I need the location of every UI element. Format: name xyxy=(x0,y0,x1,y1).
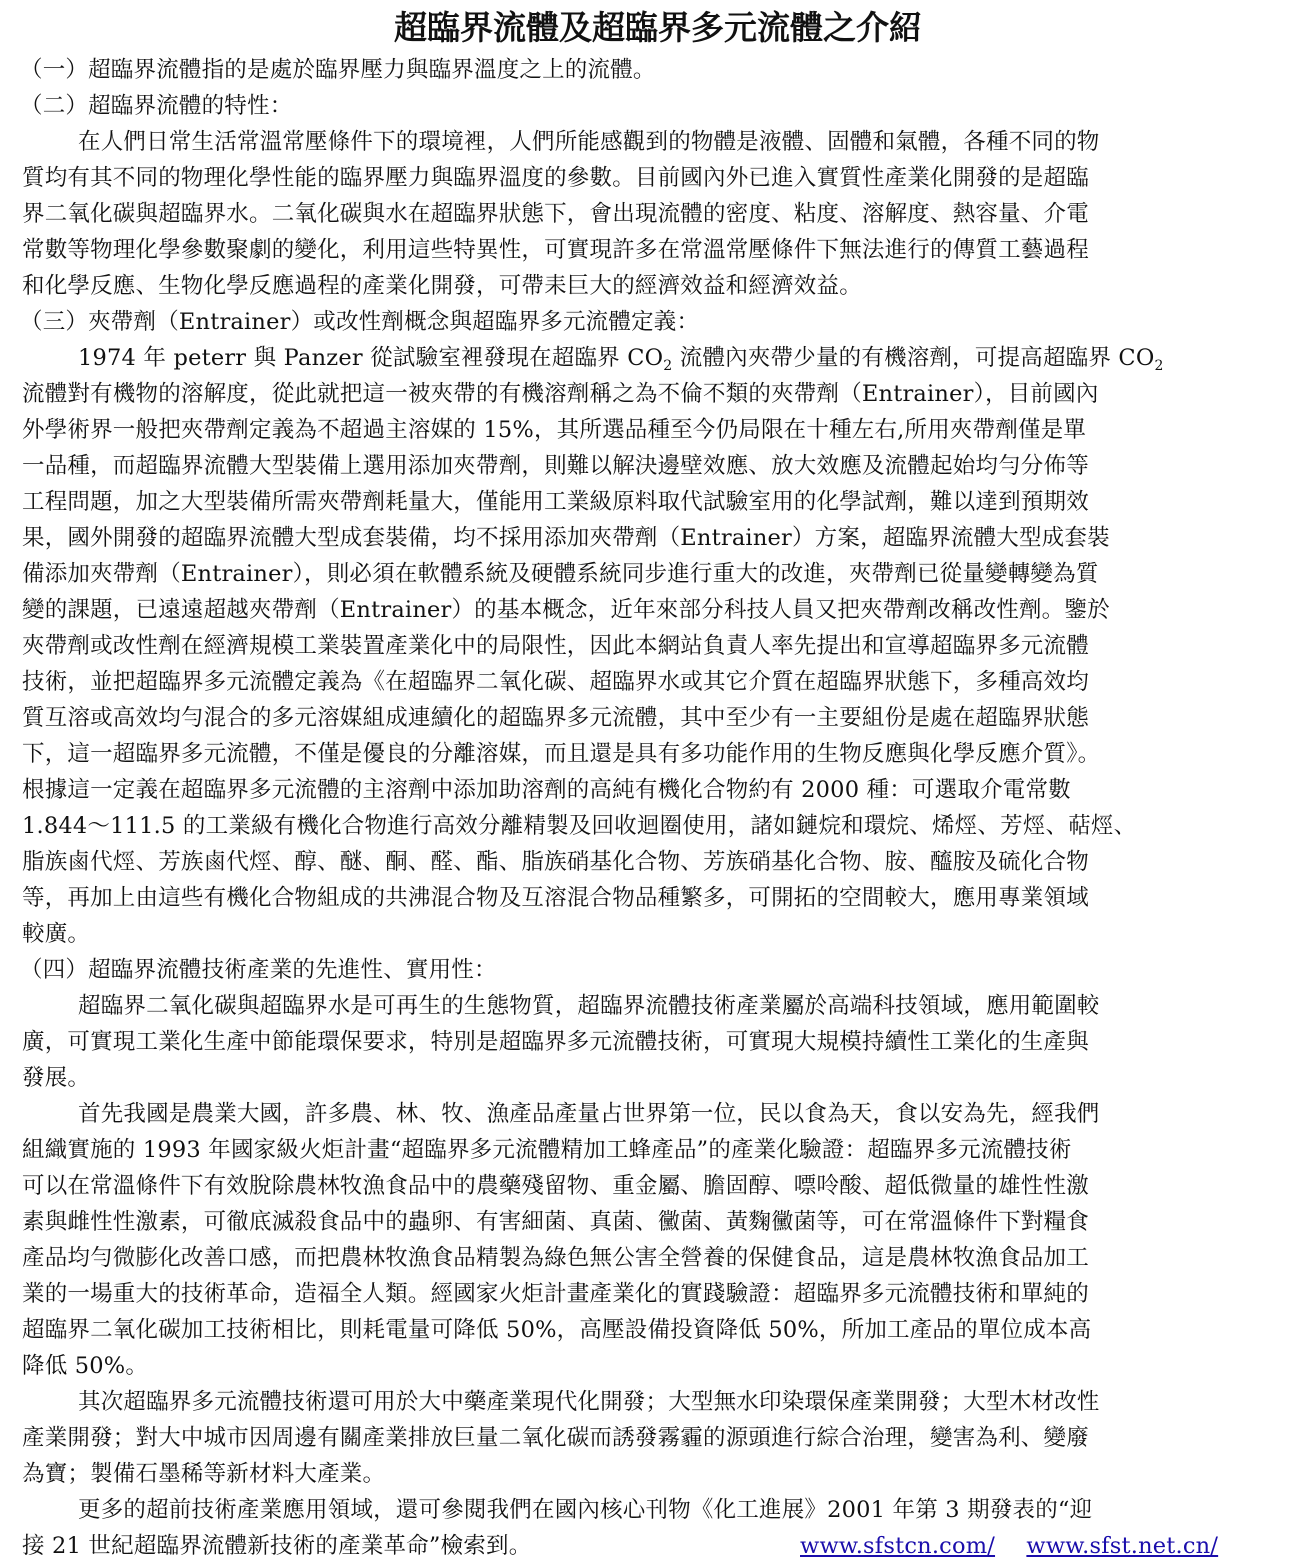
paragraph-line: 脂族鹵代烴、芳族鹵代烴、醇、醚、酮、醛、酯、脂族硝基化合物、芳族硝基化合物、胺、醯胺及硫化合物 xyxy=(22,849,1089,875)
text-run: 1974 年 peterr 與 Panzer 從試驗室裡發現在超臨界 CO xyxy=(78,345,664,371)
paragraph-line: 可以在常溫條件下有效脫除農林牧漁食品中的農藥殘留物、重金屬、膽固醇、嘌呤酸、超低微量的雄性性激 xyxy=(22,1173,1089,1199)
paragraph-line: 首先我國是農業大國，許多農、林、牧、漁產品產量占世界第一位，民以食為天，食以安為先，經我們 xyxy=(78,1101,1100,1127)
paragraph-line: 等，再加上由這些有機化合物組成的共沸混合物及互溶混合物品種繁多，可開拓的空間較大，應用專業領域 xyxy=(22,885,1089,911)
paragraph-line: 下，這一超臨界多元流體，不僅是優良的分離溶媒，而且還是具有多功能作用的生物反應與化學反應介質》。 xyxy=(22,741,1101,767)
paragraph-line: 產品均勻微膨化改善口感，而把農林牧漁食品精製為綠色無公害全營養的保健食品，這是農林牧漁食品加工 xyxy=(22,1245,1089,1271)
paragraph-line: 較廣。 xyxy=(22,921,91,947)
paragraph-line: 超臨界二氧化碳加工技術相比，則耗電量可降低 50%，高壓設備投資降低 50%，所加工產品的單位成本高 xyxy=(22,1317,1092,1343)
paragraph-6 xyxy=(22,1492,1304,1564)
paragraph-line: 降低 50%。 xyxy=(22,1353,149,1379)
subscript: 2 xyxy=(663,358,673,374)
paragraph-1 xyxy=(22,124,1304,304)
website-link-sfst[interactable]: www.sfst.net.cn/ xyxy=(1026,1533,1219,1559)
paragraph-line: 在人們日常生活常溫常壓條件下的環境裡，人們所能感觀到的物體是液體、固體和氣體，各種不同的物 xyxy=(78,129,1100,155)
paragraph-line: 變的課題，已遠遠超越夾帶劑（Entrainer）的基本概念，近年來部分科技人員又把夾帶劑改稱改性劑。鑒於 xyxy=(22,597,1110,623)
subscript: 2 xyxy=(1154,358,1164,374)
paragraph-line: 果，國外開發的超臨界流體大型成套裝備，均不採用添加夾帶劑（Entrainer）方案，超臨界流體大型成套裝 xyxy=(22,525,1110,551)
paragraph-line: 根據這一定義在超臨界多元流體的主溶劑中添加助溶劑的高純有機化合物約有 2000 種：可選取介電常數 xyxy=(22,777,1071,803)
document-page xyxy=(22,0,1304,1564)
paragraph-line xyxy=(22,340,1304,376)
paragraph-line: 業的一場重大的技術革命，造福全人類。經國家火炬計畫產業化的實踐驗證：超臨界多元流體技術和單純的 xyxy=(22,1281,1089,1307)
paragraph-line: 廣，可實現工業化生產中節能環保要求，特別是超臨界多元流體技術，可實現大規模持續性工業化的生產與 xyxy=(22,1029,1089,1055)
section-heading-1: （一）超臨界流體指的是處於臨界壓力與臨界溫度之上的流體。 xyxy=(20,57,656,83)
paragraph-line: 超臨界二氧化碳與超臨界水是可再生的生態物質，超臨界流體技術產業屬於高端科技領域，應用範圍較 xyxy=(78,993,1100,1019)
section-heading-4: （四）超臨界流體技術產業的先進性、實用性： xyxy=(20,957,497,983)
text-run: 接 21 世紀超臨界流體新技術的產業革命”檢索到。 xyxy=(22,1533,532,1559)
paragraph-line: 1.844～111.5 的工業級有機化合物進行高效分離精製及回收迴圈使用，諸如鏈烷和環烷、烯烴、芳烴、萜烴、 xyxy=(22,813,1137,839)
paragraph-line: 一品種，而超臨界流體大型裝備上選用添加夾帶劑，則難以解決邊壁效應、放大效應及流體起始均勻分佈等 xyxy=(22,453,1089,479)
paragraph-line: 質均有其不同的物理化學性能的臨界壓力與臨界溫度的參數。目前國內外已進入實質性產業化開發的是超臨 xyxy=(22,165,1089,191)
paragraph-3 xyxy=(22,988,1304,1096)
paragraph-line: 質互溶或高效均勻混合的多元溶媒組成連續化的超臨界多元流體，其中至少有一主要組份是處在超臨界狀態 xyxy=(22,705,1089,731)
paragraph-line: 發展。 xyxy=(22,1065,91,1091)
paragraph-line: 夾帶劑或改性劑在經濟規模工業裝置產業化中的局限性，因此本網站負責人率先提出和宣導超臨界多元流體 xyxy=(22,633,1089,659)
paragraph-2 xyxy=(22,340,1304,952)
paragraph-line: 外學術界一般把夾帶劑定義為不超過主溶媒的 15%，其所選品種至今仍局限在十種左右,所用夾帶劑僅是單 xyxy=(22,417,1087,443)
paragraph-line: 產業開發；對大中城市因周邊有關產業排放巨量二氧化碳而誘發霧霾的源頭進行綜合治理，變害為利、變廢 xyxy=(22,1425,1089,1451)
paragraph-line: 更多的超前技術產業應用領域，還可參閱我們在國內核心刊物《化工進展》2001 年第 3 期發表的“迎 xyxy=(78,1497,1093,1523)
paragraph-5 xyxy=(22,1384,1304,1492)
paragraph-line: 備添加夾帶劑（Entrainer），則必須在軟體系統及硬體系統同步進行重大的改進，夾帶劑已從量變轉變為質 xyxy=(22,561,1099,587)
paragraph-line: 其次超臨界多元流體技術還可用於大中藥產業現代化開發；大型無水印染環保產業開發；大型木材改性 xyxy=(78,1389,1100,1415)
section-heading-2: （二）超臨界流體的特性： xyxy=(20,93,293,119)
paragraph-line: 組織實施的 1993 年國家級火炬計畫“超臨界多元流體精加工蜂產品”的產業化驗證：超臨界多元流體技術 xyxy=(22,1137,1072,1163)
paragraph-4 xyxy=(22,1096,1304,1384)
text-run: 流體內夾帶少量的有機溶劑，可提高超臨界 CO xyxy=(672,345,1155,371)
website-links xyxy=(800,1528,1242,1564)
paragraph-line: 技術，並把超臨界多元流體定義為《在超臨界二氧化碳、超臨界水或其它介質在超臨界狀態下，多種高效均 xyxy=(22,669,1089,695)
paragraph-line: 工程問題，加之大型裝備所需夾帶劑耗量大，僅能用工業級原料取代試驗室用的化學試劑，難以達到預期效 xyxy=(22,489,1089,515)
paragraph-line: 和化學反應、生物化學反應過程的產業化開發，可帶耒巨大的經濟效益和經濟效益。 xyxy=(22,273,862,299)
paragraph-line: 流體對有機物的溶解度，從此就把這一被夾帶的有機溶劑稱之為不倫不類的夾帶劑（Entrainer），目前國內 xyxy=(22,381,1099,407)
paragraph-line: 常數等物理化學參數聚劇的變化，利用這些特異性，可實現許多在常溫常壓條件下無法進行的傳質工藝過程 xyxy=(22,237,1089,263)
document-title: 超臨界流體及超臨界多元流體之介紹 xyxy=(394,8,922,47)
paragraph-line xyxy=(22,1528,1304,1564)
paragraph-line: 素與雌性性激素，可徹底滅殺食品中的蟲卵、有害細菌、真菌、黴菌、黃麴黴菌等，可在常溫條件下對糧食 xyxy=(22,1209,1089,1235)
section-heading-3: （三）夾帶劑（Entrainer）或改性劑概念與超臨界多元流體定義： xyxy=(20,309,700,335)
website-link-sfstcn[interactable]: www.sfstcn.com/ xyxy=(800,1533,996,1559)
paragraph-line: 為寶；製備石墨稀等新材料大產業。 xyxy=(22,1461,386,1487)
paragraph-line: 界二氧化碳與超臨界水。二氧化碳與水在超臨界狀態下，會出現流體的密度、粘度、溶解度、熱容量、介電 xyxy=(22,201,1089,227)
